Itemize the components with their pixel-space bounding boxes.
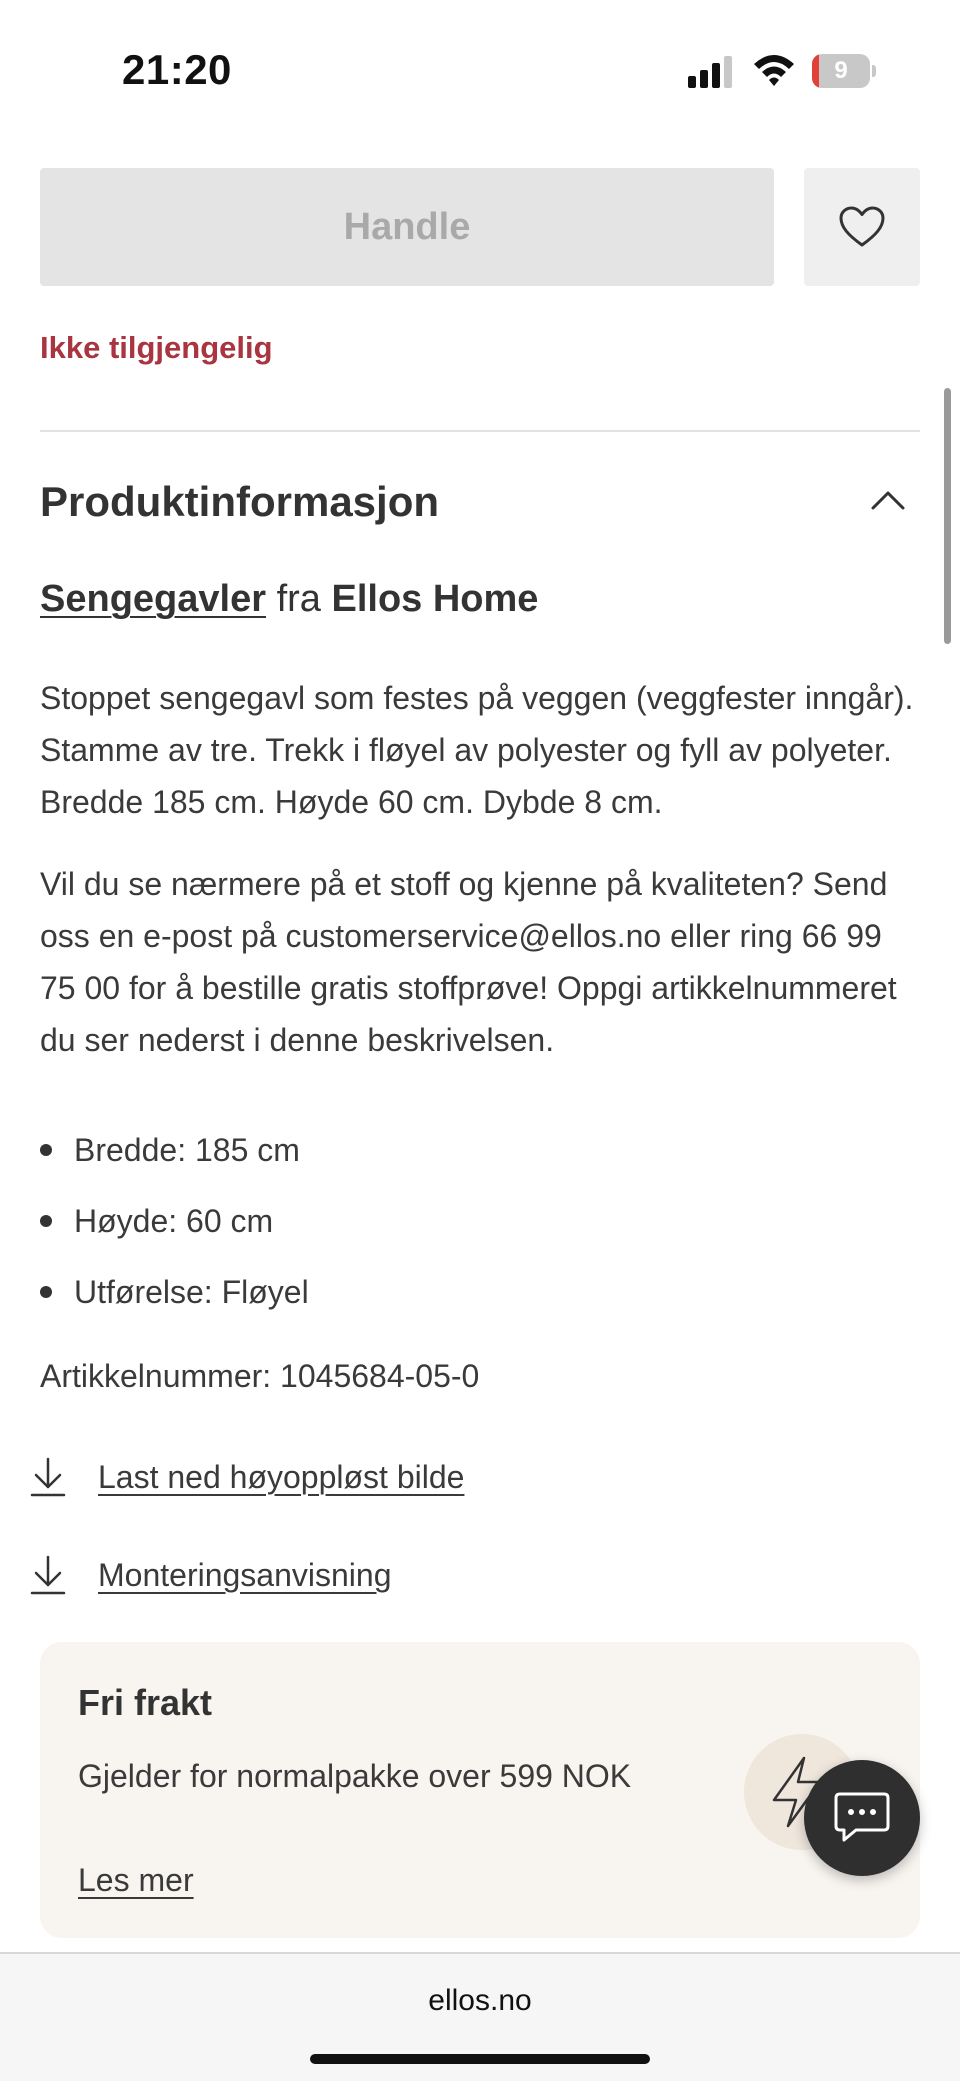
fabric-sample-note: Vil du se nærmere på et stoff og kjenne på kvaliteten? Send oss en e-post på customerservice@ellos.no eller ring 66 99 75 00 for å bestille gratis stoffprøve! Oppgi artikkelnummeret du ser nederst i denne beskrivelsen. [40,866,897,1058]
product-description: Stoppet sengegavl som festes på veggen (veggfester inngår). Stamme av tre. Trekk i fløyel av polyester og fyll av polyeter. Bredde 185 cm. Høyde 60 cm. Dybde 8 cm. [40,680,914,820]
brand-line [40,578,538,621]
brand-name: Ellos Home [331,578,539,620]
browser-bottom-bar [0,1952,960,2081]
signal-icon [688,56,736,88]
download-icon [30,1457,66,1497]
free-shipping-card [40,1642,920,1938]
battery-level: 9 [834,57,848,84]
heart-icon [838,205,886,249]
chat-button[interactable] [804,1760,920,1876]
favorite-button[interactable] [804,168,920,286]
spec-list [40,1118,309,1331]
spec-item: Høyde: 60 cm [40,1189,309,1260]
battery-icon [812,54,876,88]
home-indicator[interactable] [310,2054,650,2064]
chat-icon [832,1790,892,1846]
article-number: Artikkelnummer: 1045684-05-0 [40,1358,480,1394]
category-link[interactable]: Sengegavler [40,578,266,620]
spec-item: Bredde: 185 cm [40,1118,309,1189]
shipping-description: Gjelder for normalpakke over 599 NOK [78,1758,632,1794]
read-more-link[interactable]: Les mer [78,1862,194,1898]
status-time: 21:20 [122,46,232,93]
section-title: Produktinformasjon [40,478,440,525]
url-label[interactable]: ellos.no [428,1984,532,2017]
spec-item: Utførelse: Fløyel [40,1260,309,1331]
shipping-title: Fri frakt [78,1682,213,1723]
download-link-text[interactable]: Monteringsanvisning [98,1556,392,1593]
product-info-toggle[interactable] [40,470,920,536]
download-image-link[interactable] [30,1452,464,1502]
download-icon [30,1555,66,1595]
wifi-icon [752,52,796,88]
divider [40,430,920,432]
buy-button[interactable]: Handle [40,168,774,286]
scrollbar[interactable] [944,388,951,644]
assembly-instructions-link[interactable] [30,1550,392,1600]
chevron-up-icon [870,488,906,512]
download-link-text[interactable]: Last ned høyoppløst bilde [98,1458,465,1495]
from-word: fra [276,578,321,620]
status-bar [0,0,960,140]
availability-status: Ikke tilgjengelig [40,330,273,365]
